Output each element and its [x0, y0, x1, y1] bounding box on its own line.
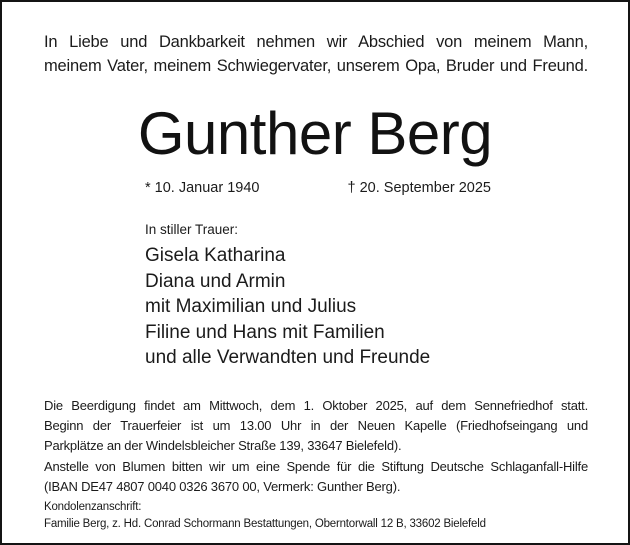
- burial-line-2: Beginn der Trauerfeier ist um 13.00 Uhr in der Neuen Kapelle (Friedhofseingang und: [44, 418, 588, 433]
- condolence-address: Familie Berg, z. Hd. Conrad Schormann Bestattungen, Oberntorwall 12 B, 33602 Bielefeld: [44, 517, 486, 530]
- burial-info: [44, 396, 588, 456]
- burial-line-3: Parkplätze an der Windelsbleicher Straße 139, 33647 Bielefeld).: [44, 438, 402, 453]
- burial-line-1: Die Beerdigung findet am Mittwoch, dem 1. Oktober 2025, auf dem Sennefriedhof statt.: [44, 398, 588, 413]
- mourners-list: [145, 243, 430, 371]
- intro-line-1: In Liebe und Dankbarkeit nehmen wir Abschied von meinem Mann,: [44, 33, 588, 51]
- intro-line-2: meinem Vater, meinem Schwiegervater, unserem Opa, Bruder und Freund.: [44, 56, 588, 75]
- deceased-name: Gunther Berg: [137, 100, 493, 167]
- mourner-line: und alle Verwandten und Freunde: [145, 347, 431, 368]
- donation-line-1: Anstelle von Blumen bitten wir um eine Spende für die Stiftung Deutsche Schlaganfall-Hilfe: [44, 459, 588, 474]
- condolence-block: [44, 499, 588, 532]
- condolence-label: Kondolenzanschrift:: [44, 501, 142, 513]
- birth-date: * 10. Januar 1940: [145, 180, 260, 196]
- donation-info: [44, 457, 588, 497]
- mourner-line: Gisela Katharina: [145, 245, 286, 266]
- death-date: † 20. September 2025: [347, 180, 491, 196]
- intro-text: [44, 31, 588, 78]
- mourning-label: In stiller Trauer:: [145, 222, 239, 237]
- mourner-line: mit Maximilian und Julius: [145, 296, 357, 317]
- mourner-line: Filine und Hans mit Familien: [145, 321, 385, 343]
- mourner-line: Diana und Armin: [145, 270, 286, 292]
- donation-line-2: (IBAN DE47 4807 0040 0326 3670 00, Vermerk: Gunther Berg).: [44, 479, 401, 494]
- life-dates: [145, 178, 491, 198]
